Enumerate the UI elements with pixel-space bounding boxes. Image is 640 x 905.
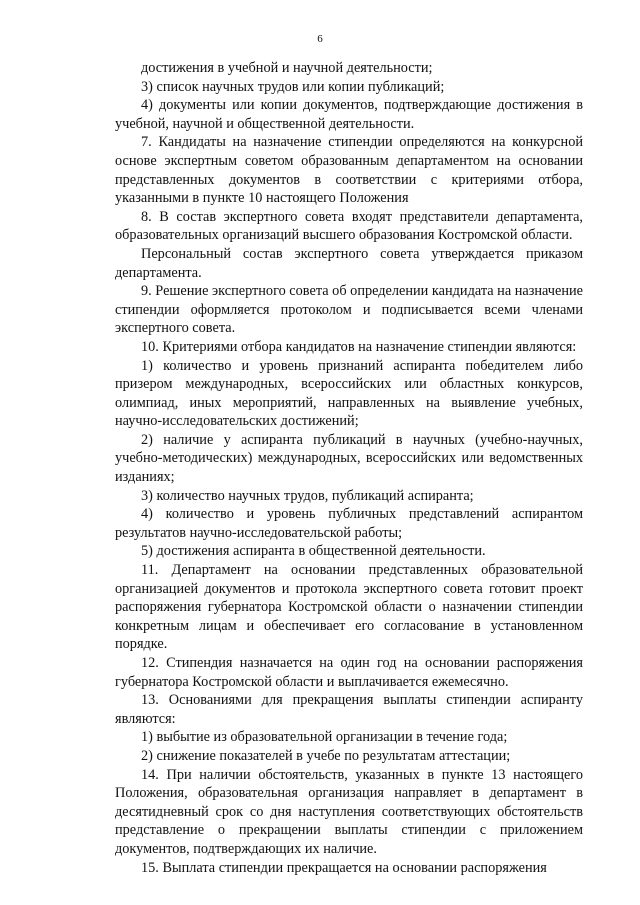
paragraph: Персональный состав экспертного совета утверждается приказом департамента.	[115, 245, 583, 281]
paragraph: 1) выбытие из образовательной организации в течение года;	[141, 729, 508, 746]
paragraph: 15. Выплата стипендии прекращается на основании распоряжения	[141, 859, 547, 876]
paragraph: 5) достижения аспиранта в общественной деятельности.	[141, 543, 486, 560]
paragraph: 4) документы или копии документов, подтверждающие достижения в учебной, научной и общественной деятельности.	[115, 97, 583, 132]
paragraph: 13. Основаниями для прекращения выплаты стипендии аспиранту являются:	[115, 692, 583, 727]
paragraph: 3) количество научных трудов, публикаций аспиранта;	[141, 487, 474, 504]
paragraph: достижения в учебной и научной деятельности;	[141, 60, 433, 76]
document-body	[115, 59, 583, 877]
paragraph: 2) снижение показателей в учебе по результатам аттестации;	[141, 747, 511, 764]
paragraph: 12. Стипендия назначается на один год на основании распоряжения губернатора Костромской области и выплачивается ежемесячно.	[115, 655, 583, 690]
paragraph: 8. В состав экспертного совета входят представители департамента, образовательных организаций высшего образования Костромской области.	[115, 208, 583, 244]
paragraph: 3) список научных трудов или копии публикаций;	[141, 78, 445, 95]
paragraph: 7. Кандидаты на назначение стипендии определяются на конкурсной основе экспертным советом образованным департаментом на основании представленных документов в соответствии с критериями отбора, указанными в пункте 10 настоящего Положения	[115, 134, 583, 207]
paragraph: 4) количество и уровень публичных представлений аспирантом результатов научно-исследовательской работы;	[115, 506, 583, 541]
paragraph: 9. Решение экспертного совета об определении кандидата на назначение стипендии оформляется протоколом и подписывается всеми членами экспертного совета.	[115, 283, 583, 337]
paragraph: 1) количество и уровень признаний аспиранта победителем либо призером международных, всероссийских или областных конкурсов, олимпиад, иных мероприятий, направленных на выявление учебных, научно-исследовательских достижений;	[115, 357, 583, 430]
paragraph: 2) наличие у аспиранта публикаций в научных (учебно-научных, учебно-методических) международных, всероссийских или ведомственных изданиях;	[115, 431, 583, 486]
paragraph: 10. Критериями отбора кандидатов на назначение стипендии являются:	[141, 338, 577, 355]
paragraph: 14. При наличии обстоятельств, указанных в пункте 13 настоящего Положения, образовательная организация направляет в департамент в десятидневный срок со дня наступления соответствующих обстоятельств представление о прекращении выплаты стипендии с приложением документов, подтверждающих их наличие.	[115, 766, 583, 857]
paragraph: 11. Департамент на основании представленных образовательной организацией документов и протокола экспертного совета готовит проект распоряжения губернатора Костромской области о назначении стипендии конкретным лицам и обеспечивает его согласование в установленном порядке.	[115, 562, 583, 653]
page-number: 6	[317, 33, 323, 45]
